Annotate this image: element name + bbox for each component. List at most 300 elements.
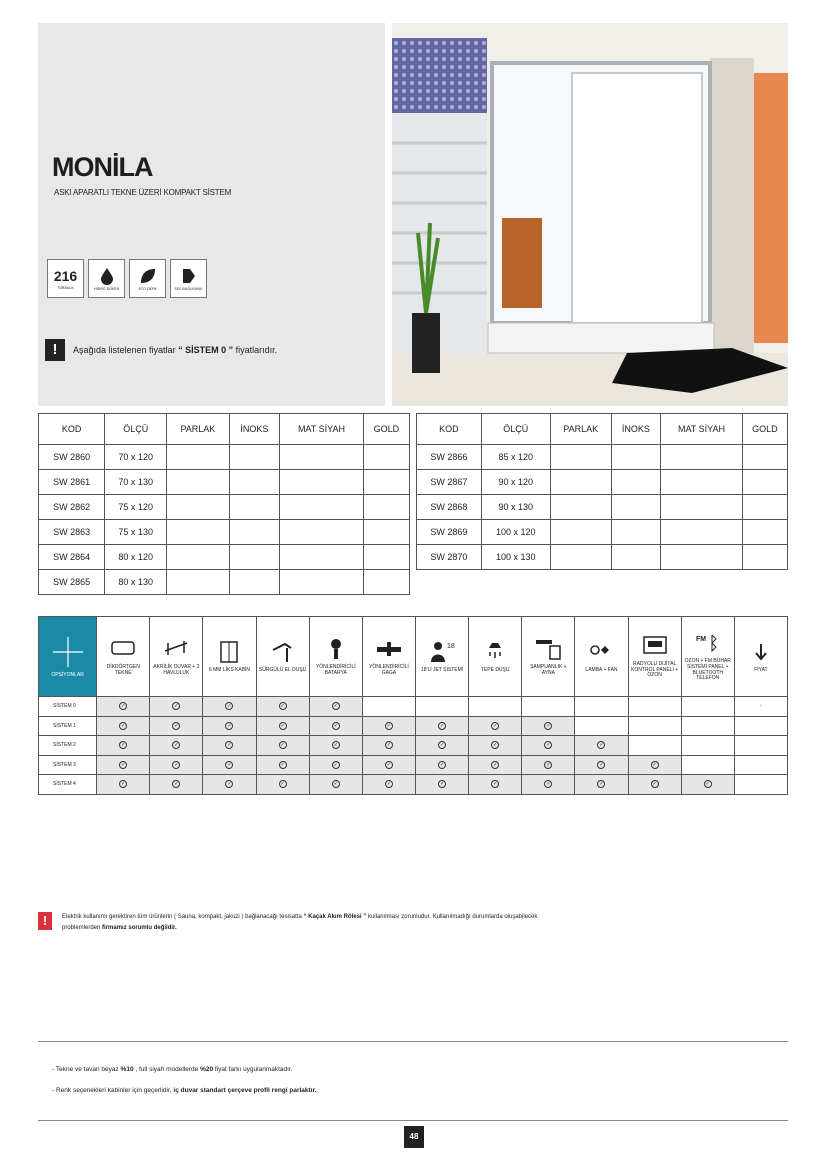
cell-mat-siyah [280,520,364,545]
cell-gold [742,495,787,520]
cell-inoks [611,470,660,495]
empty-cell [575,697,628,717]
cell-gold [363,570,409,595]
option-col-label: 18'Lİ JET SİSTEMİ [420,666,464,673]
check-cell [522,775,575,795]
check-icon: ✓ [121,761,126,768]
option-col-cabin [203,617,256,697]
cell-olcu: 100 x 120 [481,520,550,545]
cell-inoks [229,520,280,545]
check-icon: ✓ [546,722,551,729]
product-subtitle: ASKI APARATLI TEKNE ÜZERİ KOMPAKT SİSTEM [54,188,232,197]
cell-olcu: 75 x 130 [105,520,167,545]
check-icon: ✓ [386,742,391,749]
option-col-valve [309,617,362,697]
footnote-bold: %20 [200,1066,214,1073]
table-header-row [417,414,788,445]
cell-parlak [167,495,229,520]
check-cell [97,775,150,795]
check-icon: ✓ [386,761,391,768]
feature-badge [170,259,207,298]
feature-label: TÜRBÜLK [57,285,74,290]
feature-badges [47,259,207,298]
cell-olcu: 90 x 130 [481,495,550,520]
check-icon: ✓ [652,761,657,768]
jets-icon [428,640,456,664]
table-row [39,716,788,736]
option-col-label: 6 MM LİKS KABİN [208,666,251,673]
check-icon: ✓ [439,761,445,768]
price-cell [734,716,787,736]
cell-inoks [611,495,660,520]
check-icon: ✓ [599,761,604,768]
cell-gold [742,445,787,470]
check-cell [469,716,522,736]
system-name: SİSTEM 3 [39,755,97,775]
table-header-row [39,414,410,445]
exclamation-icon: ! [45,339,65,361]
cell-mat-siyah [661,520,743,545]
check-icon: ✓ [546,742,551,749]
feature-badge [47,259,84,298]
check-cell [256,697,309,717]
arrow-down-icon [747,640,775,664]
feature-label: HIDRO DÖKER [93,286,120,291]
price-notice [45,339,277,361]
price-table-left [38,413,410,595]
footnote-1 [52,1066,293,1073]
cell-parlak [167,570,229,595]
system-name: SİSTEM 1 [39,716,97,736]
cell-inoks [611,445,660,470]
control-panel-icon [641,634,669,658]
check-cell [362,775,415,795]
check-cell [575,736,628,756]
check-icon: ✓ [599,781,604,788]
warning-text: problemlerden [62,925,101,932]
col-parlak: PARLAK [550,414,611,445]
check-cell [150,736,203,756]
svg-text:18: 18 [447,642,455,650]
check-cell [150,716,203,736]
check-cell [415,716,468,736]
price-table-right [416,413,788,570]
check-cell [415,755,468,775]
cell-mat-siyah [280,570,364,595]
cell-olcu: 80 x 120 [105,545,167,570]
table-row [417,495,788,520]
check-icon: ✓ [280,703,285,710]
cell-inoks [229,445,280,470]
cell-kod: SW 2864 [39,545,105,570]
table-row [417,545,788,570]
col-mat-siyah: MAT SİYAH [661,414,743,445]
check-cell [256,736,309,756]
check-cell [309,736,362,756]
cell-kod: SW 2870 [417,545,482,570]
empty-cell [628,697,681,717]
empty-cell [681,716,734,736]
check-icon: ✓ [333,761,338,768]
options-header-row [39,617,788,697]
check-cell [362,755,415,775]
option-col-shelf-mirror [522,617,575,697]
cell-gold [363,470,409,495]
table-row [39,755,788,775]
cell-inoks [229,545,280,570]
table-row [39,520,410,545]
option-col-hand-shower [256,617,309,697]
check-cell [150,775,203,795]
col-parlak: PARLAK [167,414,229,445]
check-icon: ✓ [227,722,232,729]
sound-icon [180,267,198,285]
head-shower-icon [481,640,509,664]
cell-gold [742,520,787,545]
check-icon: ✓ [493,742,498,749]
cell-parlak [550,520,611,545]
check-cell [97,736,150,756]
check-icon: ✓ [174,781,179,788]
option-col-lamp-fan [575,617,628,697]
footnote-text: fiyat farkı uygulanmaktadır. [214,1066,293,1073]
product-title: MONİLA [52,152,153,182]
valve-icon [322,637,350,661]
option-col-spout [362,617,415,697]
check-icon: ✓ [386,781,391,788]
check-cell [415,736,468,756]
cell-parlak [167,545,229,570]
check-icon: ✓ [493,722,498,729]
col-kod: KOD [417,414,482,445]
cell-olcu: 85 x 120 [481,445,550,470]
check-cell [256,755,309,775]
table-row [39,445,410,470]
cell-kod: SW 2867 [417,470,482,495]
check-icon: ✓ [280,781,285,788]
cell-kod: SW 2860 [39,445,105,470]
notice-prefix: Aşağıda listelenen fiyatlar [73,345,176,355]
footnote-text: - Renk seçenekleri kabinler için geçerlidir, [52,1087,172,1094]
check-icon: ✓ [333,742,338,749]
check-cell [203,755,256,775]
check-cell [97,716,150,736]
price-cell [734,755,787,775]
check-cell [256,716,309,736]
check-cell [150,697,203,717]
empty-cell [628,736,681,756]
check-icon: ✓ [280,761,285,768]
check-cell [628,775,681,795]
check-icon: ✓ [174,742,179,749]
cell-kod: SW 2865 [39,570,105,595]
col-inoks: İNOKS [229,414,280,445]
towel-rail-icon [162,637,190,661]
cell-parlak [550,470,611,495]
eco-leaf-icon [139,267,157,285]
price-cell [734,775,787,795]
table-row [417,470,788,495]
col-gold: GOLD [742,414,787,445]
check-icon: ✓ [121,722,126,729]
cabin-icon [215,640,243,664]
check-cell [415,775,468,795]
hand-shower-icon [269,640,297,664]
check-icon: ✓ [333,781,338,788]
check-icon: ✓ [121,703,126,710]
footnote-2 [52,1087,316,1094]
empty-cell [415,697,468,717]
empty-cell [681,755,734,775]
cell-gold [742,545,787,570]
cell-olcu: 100 x 130 [481,545,550,570]
cell-parlak [167,470,229,495]
check-cell [575,775,628,795]
check-cell [97,755,150,775]
table-row [417,520,788,545]
cell-parlak [167,445,229,470]
cell-mat-siyah [280,445,364,470]
check-cell [309,716,362,736]
check-icon: ✓ [652,781,657,788]
cell-olcu: 80 x 130 [105,570,167,595]
feature-badge [129,259,166,298]
footnote-text: - Tekne ve tavan beyaz [52,1066,119,1073]
col-olcu: ÖLÇÜ [481,414,550,445]
check-cell [203,716,256,736]
col-mat-siyah: MAT SİYAH [280,414,364,445]
table-row [39,570,410,595]
check-icon: ✓ [121,781,126,788]
lamp-fan-icon [587,640,615,664]
feature-label: ECO DEFN [138,286,157,291]
check-icon: ✓ [439,722,445,729]
footnote-bold: iç duvar standart çerçeve profil rengi parlaktır. [173,1087,317,1094]
option-col-label: YÖNLENDİRİCİLİ BATARYA [315,663,356,676]
option-col-label: FİYAT [754,666,768,673]
cell-gold [363,545,409,570]
cell-kod: SW 2866 [417,445,482,470]
option-col-label: SÜRGÜLÜ EL DUŞU [258,666,307,673]
table-row [39,736,788,756]
cell-gold [363,520,409,545]
col-olcu: ÖLÇÜ [105,414,167,445]
check-cell [681,775,734,795]
divider [38,1120,788,1121]
svg-text:FM: FM [695,636,706,643]
check-cell [522,736,575,756]
tub-icon [109,637,137,661]
check-icon: ✓ [174,703,179,710]
footnote-text: , full siyah modellerde [135,1066,199,1073]
notice-highlight: “ SİSTEM 0 ” [178,345,234,355]
cell-mat-siyah [280,545,364,570]
option-col-towel-rail [150,617,203,697]
option-col-head-shower [469,617,522,697]
check-cell [575,755,628,775]
table-row [39,495,410,520]
check-cell [97,697,150,717]
electric-warning [38,912,738,935]
feature-badge [88,259,125,298]
check-cell [256,775,309,795]
cell-olcu: 70 x 130 [105,470,167,495]
check-icon: ✓ [227,761,232,768]
table-row [417,445,788,470]
cell-inoks [229,495,280,520]
table-row [39,697,788,717]
notice-suffix: fiyatlarıdır. [235,345,278,355]
cell-olcu: 75 x 120 [105,495,167,520]
check-icon: ✓ [439,742,445,749]
option-col-label: ŞAMPUANLIK + AYNA [530,663,567,676]
check-cell [203,775,256,795]
check-icon: ✓ [439,781,445,788]
table-row [39,470,410,495]
col-kod: KOD [39,414,105,445]
warning-quoted: “ Kaçak Akım Rölesi ” [303,914,367,920]
cell-gold [742,470,787,495]
cell-mat-siyah [280,470,364,495]
footnote-bold: %10 [120,1066,134,1073]
price-cell: - [734,697,787,717]
check-icon: ✓ [546,781,551,788]
warning-text: kullanılması zorunludur. Kullanılmadığı durumlarda oluşabilecek [367,914,538,920]
cell-inoks [229,470,280,495]
cell-parlak [550,445,611,470]
cell-inoks [611,545,660,570]
options-table [38,616,788,795]
page-number: 48 [404,1126,424,1148]
check-icon: ✓ [227,781,232,788]
system-name: SİSTEM 4 [39,775,97,795]
check-icon: ✓ [121,742,126,749]
cell-gold [363,445,409,470]
option-col-label: LAMBA + FAN [585,666,618,673]
shelf-mirror-icon [534,637,562,661]
cell-parlak [550,545,611,570]
empty-cell [522,697,575,717]
plus-icon [51,635,85,669]
option-col-label: YÖNLENDİRİCİLİ GAGA [369,663,409,676]
option-col-label: RADYOLU DİJİTAL KONTROL PANELİ + OZON [631,660,679,679]
check-icon: ✓ [227,742,232,749]
spout-icon [375,637,403,661]
empty-cell [681,736,734,756]
cell-mat-siyah [661,470,743,495]
check-cell [309,775,362,795]
option-col-label: DİKDÖRTGEN TEKNE [106,663,140,676]
check-cell [522,716,575,736]
check-cell [362,736,415,756]
check-cell [469,775,522,795]
cell-olcu: 70 x 120 [105,445,167,470]
cell-inoks [611,520,660,545]
empty-cell [362,697,415,717]
cell-mat-siyah [661,545,743,570]
cell-kod: SW 2861 [39,470,105,495]
divider [38,1041,788,1042]
system-name: SİSTEM 2 [39,736,97,756]
check-icon: ✓ [174,761,179,768]
drop-icon [99,267,115,285]
fm-bluetooth-icon [694,631,722,655]
cell-olcu: 90 x 120 [481,470,550,495]
option-col-label: TEPE DUŞU [480,666,510,673]
empty-cell [628,716,681,736]
check-cell [522,755,575,775]
empty-cell [575,716,628,736]
check-icon: ✓ [174,722,179,729]
check-icon: ✓ [227,703,232,710]
check-icon: ✓ [333,722,338,729]
cell-kod: SW 2862 [39,495,105,520]
empty-cell [681,697,734,717]
product-photo [392,23,788,406]
check-icon: ✓ [386,722,391,729]
table-row [39,545,410,570]
warning-bold: firmamız sorumlu değildir. [102,925,177,932]
check-cell [628,755,681,775]
cell-parlak [550,495,611,520]
check-cell [150,755,203,775]
cell-kod: SW 2863 [39,520,105,545]
option-col-label: OZON + FM BUHAR SİSTEMİ PANEL + BLUETOOTH TELEFON [684,658,731,682]
check-icon: ✓ [546,761,551,768]
system-name: SİSTEM 0 [39,697,97,717]
feature-label: SES BUĞUSUNU [174,286,203,291]
turbulence-icon: 216 [53,267,78,284]
empty-cell [469,697,522,717]
warning-icon: ! [38,912,52,930]
check-icon: ✓ [280,722,285,729]
check-icon: ✓ [493,781,498,788]
cell-inoks [229,570,280,595]
check-cell [469,755,522,775]
warning-text: Elektrik kullanımı gerektiren tüm ürünlerin ( Sauna, kompakt, jakuzi ) bağlanacağı tesisatta [62,914,302,920]
check-icon: ✓ [333,703,338,710]
cell-mat-siyah [661,445,743,470]
check-cell [362,716,415,736]
option-col-jets [415,617,468,697]
option-col-fm-bluetooth [681,617,734,697]
check-cell [203,736,256,756]
check-icon: ✓ [280,742,285,749]
check-cell [469,736,522,756]
check-cell [309,697,362,717]
options-header [39,617,97,697]
option-col-control-panel [628,617,681,697]
check-icon: ✓ [705,781,710,788]
option-col-label: AKRİLİK DUVAR + 2 HAVLULUK [153,663,200,676]
check-cell [203,697,256,717]
cell-kod: SW 2869 [417,520,482,545]
option-col-tub [97,617,150,697]
cell-kod: SW 2868 [417,495,482,520]
col-inoks: İNOKS [611,414,660,445]
cell-parlak [167,520,229,545]
options-header-label: OPSİYONLAR [51,671,84,678]
check-icon: ✓ [493,761,498,768]
cell-mat-siyah [661,495,743,520]
col-gold: GOLD [363,414,409,445]
check-cell [309,755,362,775]
price-cell [734,736,787,756]
option-col-arrow-down [734,617,787,697]
table-row [39,775,788,795]
check-icon: ✓ [599,742,604,749]
cell-mat-siyah [280,495,364,520]
